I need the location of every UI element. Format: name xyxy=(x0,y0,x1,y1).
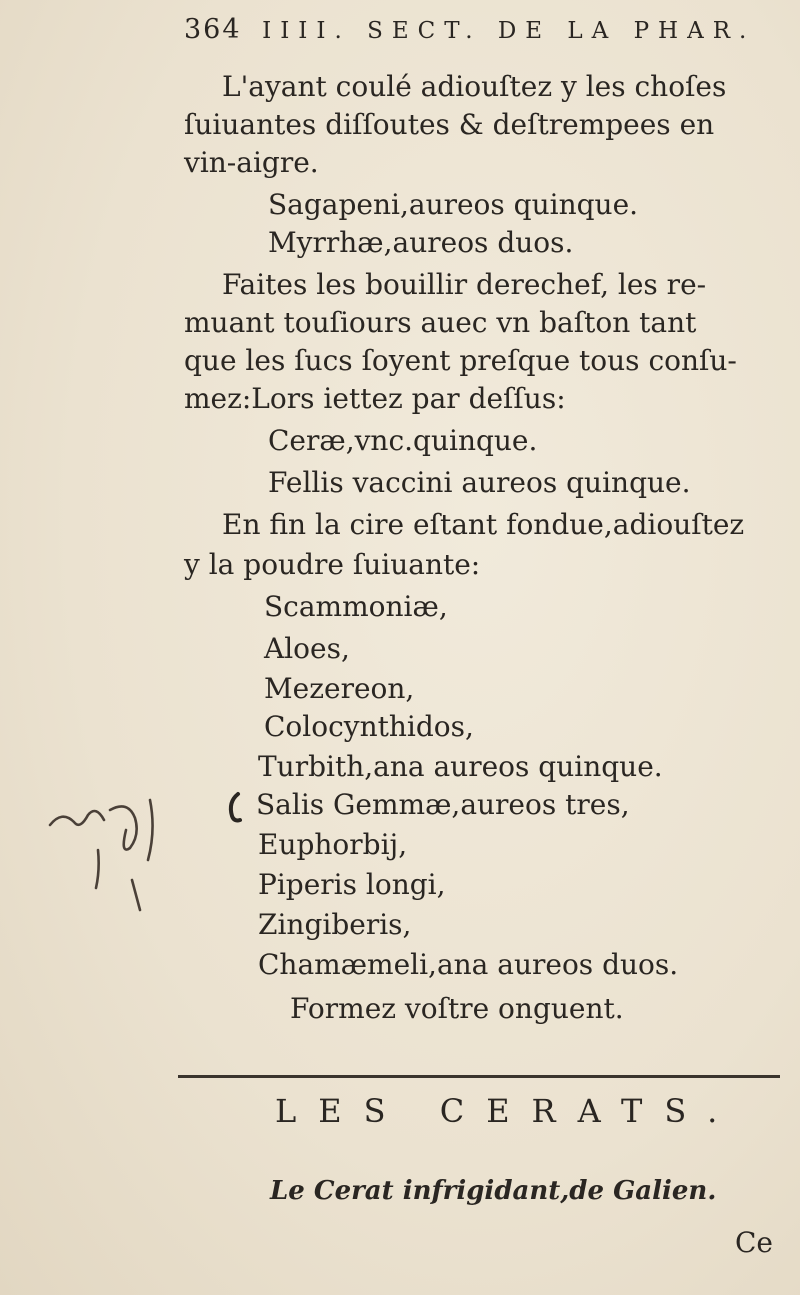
section-divider xyxy=(178,1075,780,1078)
running-header xyxy=(184,14,784,45)
text-line: Turbith,ana aureos quinque. xyxy=(258,750,663,783)
section-heading: LES CERATS. xyxy=(275,1092,740,1130)
text-line: Piperis longi, xyxy=(258,868,446,901)
text-line: L'ayant coulé adiouſtez y les choſes xyxy=(222,70,727,103)
text-line: vin-aigre. xyxy=(184,146,319,179)
text-line: mez:Lors iettez par deſſus: xyxy=(184,382,566,415)
text-line: Myrrhæ,aureos duos. xyxy=(268,226,574,259)
page-number: 364 xyxy=(184,14,242,45)
text-line: ſuiuantes diſſoutes & deſtrempees en xyxy=(184,108,715,141)
text-line: Faites les bouillir derechef, les re- xyxy=(222,268,707,301)
text-line: Zingiberis, xyxy=(258,908,412,941)
text-line: Ceræ,vnc.quinque. xyxy=(268,424,538,457)
catchword: Ce xyxy=(735,1226,773,1259)
text-line: Mezereon, xyxy=(264,672,415,705)
text-line: que les ſucs ſoyent preſque tous conſu- xyxy=(184,344,737,377)
text-line: Euphorbij, xyxy=(258,828,408,861)
text-line: Aloes, xyxy=(264,632,350,665)
text-line: Colocynthidos, xyxy=(264,710,474,743)
text-line: En fin la cire eſtant fondue,adiouſtez xyxy=(222,508,745,541)
text-line: Formez voſtre onguent. xyxy=(290,992,624,1025)
handwritten-margin-annotation xyxy=(40,770,180,920)
text-line: muant touſiours auec vn baſton tant xyxy=(184,306,697,339)
text-line: Sagapeni,aureos quinque. xyxy=(268,188,639,221)
text-line: Fellis vaccini aureos quinque. xyxy=(268,466,691,499)
text-line: Salis Gemmæ,aureos tres, xyxy=(256,788,630,821)
text-line: Chamæmeli,ana aureos duos. xyxy=(258,948,679,981)
recipe-subheading: Le Cerat infrigidant,de Galien. xyxy=(270,1176,717,1206)
text-line: Scammoniæ, xyxy=(264,590,448,623)
text-line: y la poudre ſuiuante: xyxy=(184,548,481,581)
section-title: IIII. SECT. DE LA PHAR. xyxy=(262,18,756,44)
ink-mark xyxy=(224,790,244,826)
